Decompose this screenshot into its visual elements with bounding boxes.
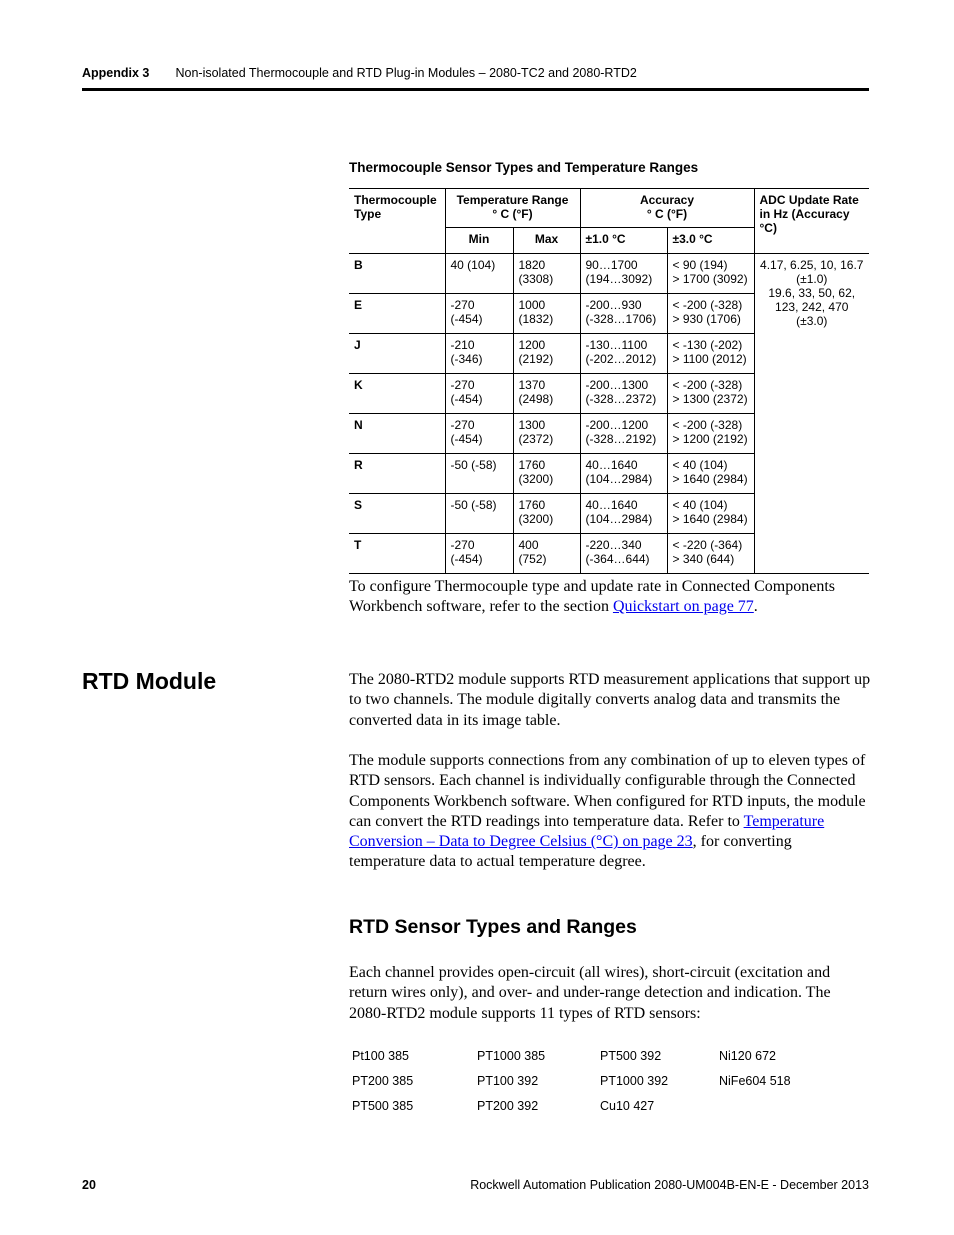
cell-type: B [349, 254, 445, 294]
cell-acc3: < 90 (194) > 1700 (3092) [667, 254, 754, 294]
cell-max: 1760 (3200) [513, 454, 580, 494]
header-accuracy: Accuracy ° C (°F) [580, 189, 754, 228]
cell-acc1: -130…1100 (-202…2012) [580, 334, 667, 374]
cell-type: K [349, 374, 445, 414]
cell-type: E [349, 294, 445, 334]
sensor-type: PT1000 385 [477, 1049, 546, 1063]
cell-max: 1370 (2498) [513, 374, 580, 414]
header-type: Thermocouple Type [349, 189, 445, 254]
cell-max: 1000 (1832) [513, 294, 580, 334]
tc-config-text: To configure Thermocouple type and update rate in Connected Components Workbench software, refer to the section [349, 578, 835, 616]
cell-min: -50 (-58) [445, 494, 513, 534]
header-acc1: ±1.0 °C [580, 228, 667, 254]
thermocouple-table [349, 188, 869, 574]
quickstart-link[interactable]: Quickstart on page 77 [612, 598, 754, 616]
cell-acc3: < -200 (-328) > 1300 (2372) [667, 374, 754, 414]
cell-max: 1300 (2372) [513, 414, 580, 454]
cell-min: -270 (-454) [445, 414, 513, 454]
subsection-title-rtd-sensors: RTD Sensor Types and Ranges [349, 916, 637, 938]
cell-type: S [349, 494, 445, 534]
cell-min: -50 (-58) [445, 454, 513, 494]
cell-max: 400 (752) [513, 534, 580, 574]
cell-max: 1760 (3200) [513, 494, 580, 534]
rtd-para-1: The 2080-RTD2 module supports RTD measurement applications that support up to two channels. The module digitally converts analog data and transmits the converted data in its image table. [349, 671, 871, 729]
sensor-type: PT200 392 [477, 1099, 539, 1113]
cell-acc1: -200…1300 (-328…2372) [580, 374, 667, 414]
sensor-type: PT500 385 [352, 1099, 414, 1113]
cell-acc1: 40…1640 (104…2984) [580, 494, 667, 534]
cell-min: -270 (-454) [445, 294, 513, 334]
sensor-type: NiFe604 518 [719, 1074, 791, 1088]
cell-acc3: < 40 (104) > 1640 (2984) [667, 494, 754, 534]
header-adc: ADC Update Rate in Hz (Accuracy °C) [754, 189, 869, 254]
cell-min: -210 (-346) [445, 334, 513, 374]
cell-min: -270 (-454) [445, 374, 513, 414]
appendix-label: Appendix 3 [82, 66, 150, 80]
sensor-type: PT500 392 [600, 1049, 662, 1063]
header-rule [82, 88, 869, 91]
temperature-conversion-link[interactable]: Temperature Conversion – Data to Degree Celsius (°C) on page 23 [349, 812, 825, 851]
rtd-para-2-text: The module supports connections from any combination of up to eleven types of RTD sensors. Each channel is individually configurable through the Connected Components Workbench software. When configured for RTD inputs, the module can convert the RTD readings into temperature data. Refer to [349, 752, 866, 830]
publication-info: Rockwell Automation Publication 2080-UM004B-EN-E - December 2013 [470, 1178, 869, 1192]
rtd-sensors-paragraph: Each channel provides open-circuit (all wires), short-circuit (excitation and return wires only), and over- and under-range detection and indication. The 2080-RTD2 module supports 11 types of RTD sensors: [349, 964, 831, 1022]
sensor-type: Cu10 427 [600, 1099, 655, 1113]
rtd-para-2-end: , for converting temperature data to actual temperature degree. [349, 833, 792, 871]
sensor-type: Pt100 385 [352, 1049, 409, 1063]
cell-acc1: -200…930 (-328…1706) [580, 294, 667, 334]
chapter-title: Non-isolated Thermocouple and RTD Plug-in Modules – 2080-TC2 and 2080-RTD2 [175, 66, 637, 80]
section-title-rtd-module: RTD Module [82, 668, 217, 694]
sensor-type: PT200 385 [352, 1074, 414, 1088]
header-acc3: ±3.0 °C [667, 228, 754, 254]
cell-acc3: < -130 (-202) > 1100 (2012) [667, 334, 754, 374]
cell-max: 1200 (2192) [513, 334, 580, 374]
cell-acc3: < 40 (104) > 1640 (2984) [667, 454, 754, 494]
header-range: Temperature Range ° C (°F) [445, 189, 580, 228]
cell-min: 40 (104) [445, 254, 513, 294]
sensor-type: PT100 392 [477, 1074, 539, 1088]
header-min: Min [445, 228, 513, 254]
cell-min: -270 (-454) [445, 534, 513, 574]
cell-acc1: 40…1640 (104…2984) [580, 454, 667, 494]
cell-acc3: < -220 (-364) > 340 (644) [667, 534, 754, 574]
cell-type: R [349, 454, 445, 494]
table-body [349, 254, 869, 574]
sensor-type: PT1000 392 [600, 1074, 669, 1088]
cell-adc: 4.17, 6.25, 10, 16.7 (±1.0) 19.6, 33, 50, 62, 123, 242, 470 (±3.0) [754, 254, 869, 574]
cell-acc1: 90…1700 (194…3092) [580, 254, 667, 294]
tc-config-end: . [753, 598, 758, 616]
cell-type: N [349, 414, 445, 454]
cell-acc1: -200…1200 (-328…2192) [580, 414, 667, 454]
cell-acc1: -220…340 (-364…644) [580, 534, 667, 574]
cell-type: T [349, 534, 445, 574]
header-max: Max [513, 228, 580, 254]
cell-acc3: < -200 (-328) > 930 (1706) [667, 294, 754, 334]
table-caption: Thermocouple Sensor Types and Temperature Ranges [349, 160, 699, 175]
page-number: 20 [82, 1178, 96, 1192]
table-row [349, 254, 869, 294]
cell-max: 1820 (3308) [513, 254, 580, 294]
sensor-type: Ni120 672 [719, 1049, 776, 1063]
tc-config-paragraph [349, 577, 871, 618]
cell-type: J [349, 334, 445, 374]
running-header [82, 66, 869, 80]
rtd-para-2 [349, 751, 871, 873]
cell-acc3: < -200 (-328) > 1200 (2192) [667, 414, 754, 454]
